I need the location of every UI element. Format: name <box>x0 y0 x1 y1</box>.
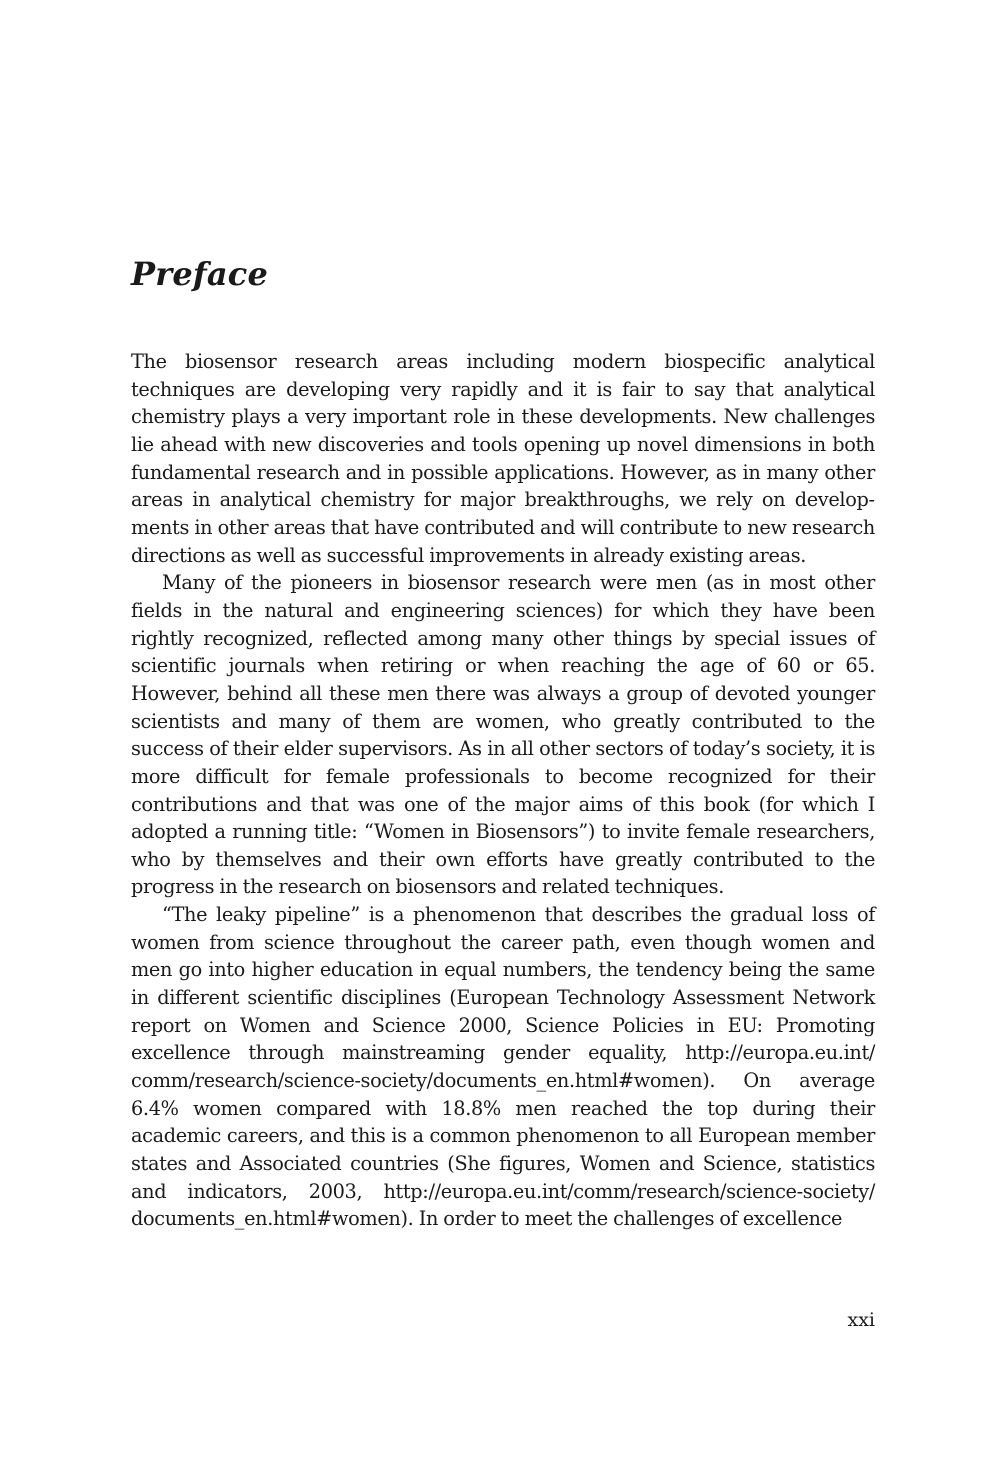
paragraph-1: The biosensor research areas including modern biospecific analytical techniques are developing very rapidly and it is fair to say that analytical chemistry plays a very important role in these developments. New challenges lie ahead with new discoveries and tools opening up novel dimensions in both fundamental research and in possible applications. However, as in many other areas in analytical chemistry for major breakthroughs, we rely on developments in other areas that have contributed and will contribute to new research directions as well as successful improvements in already existing areas. <box>131 350 875 567</box>
page-title: Preface <box>131 255 269 293</box>
preface-body <box>131 348 875 1233</box>
paragraph-3: “The leaky pipeline” is a phenomenon that describes the gradual loss of women from science throughout the career path, even though women and men go into higher education in equal numbers, the tendency being the same in different scientific disciplines (European Technology Assessment Network report on Women and Science 2000, Science Policies in EU: Promoting excellence through mainstreaming gender equality, http://europa.eu.int/​comm/research/science-society/documents_en.html#women). On average 6.4% women compared with 18.8% men reached the top during their academic careers, and this is a common phenomenon to all European member states and Associated countries (She figures, Women and Science, statistics and indicators, 2003, http://europa.eu.int/comm/research/science-society/​documents_en.html#women). In order to meet the challenges of excellence <box>131 903 875 1231</box>
page-number: xxi <box>847 1309 875 1331</box>
paragraph-2: Many of the pioneers in biosensor research were men (as in most other fields in the natural and engineering sciences) for which they have been rightly recognized, reflected among many other things by special issues of scientific journals when retiring or when reaching the age of 60 or 65. However, behind all these men there was always a group of devoted younger scientists and many of them are women, who greatly contributed to the success of their elder supervisors. As in all other sectors of today’s society, it is more difficult for female professionals to become recognized for their contributions and that was one of the major aims of this book (for which I adopted a running title: “Women in Biosensors”) to invite female researchers, who by themselves and their own efforts have greatly contributed to the progress in the research on biosensors and related techniques. <box>131 571 875 899</box>
